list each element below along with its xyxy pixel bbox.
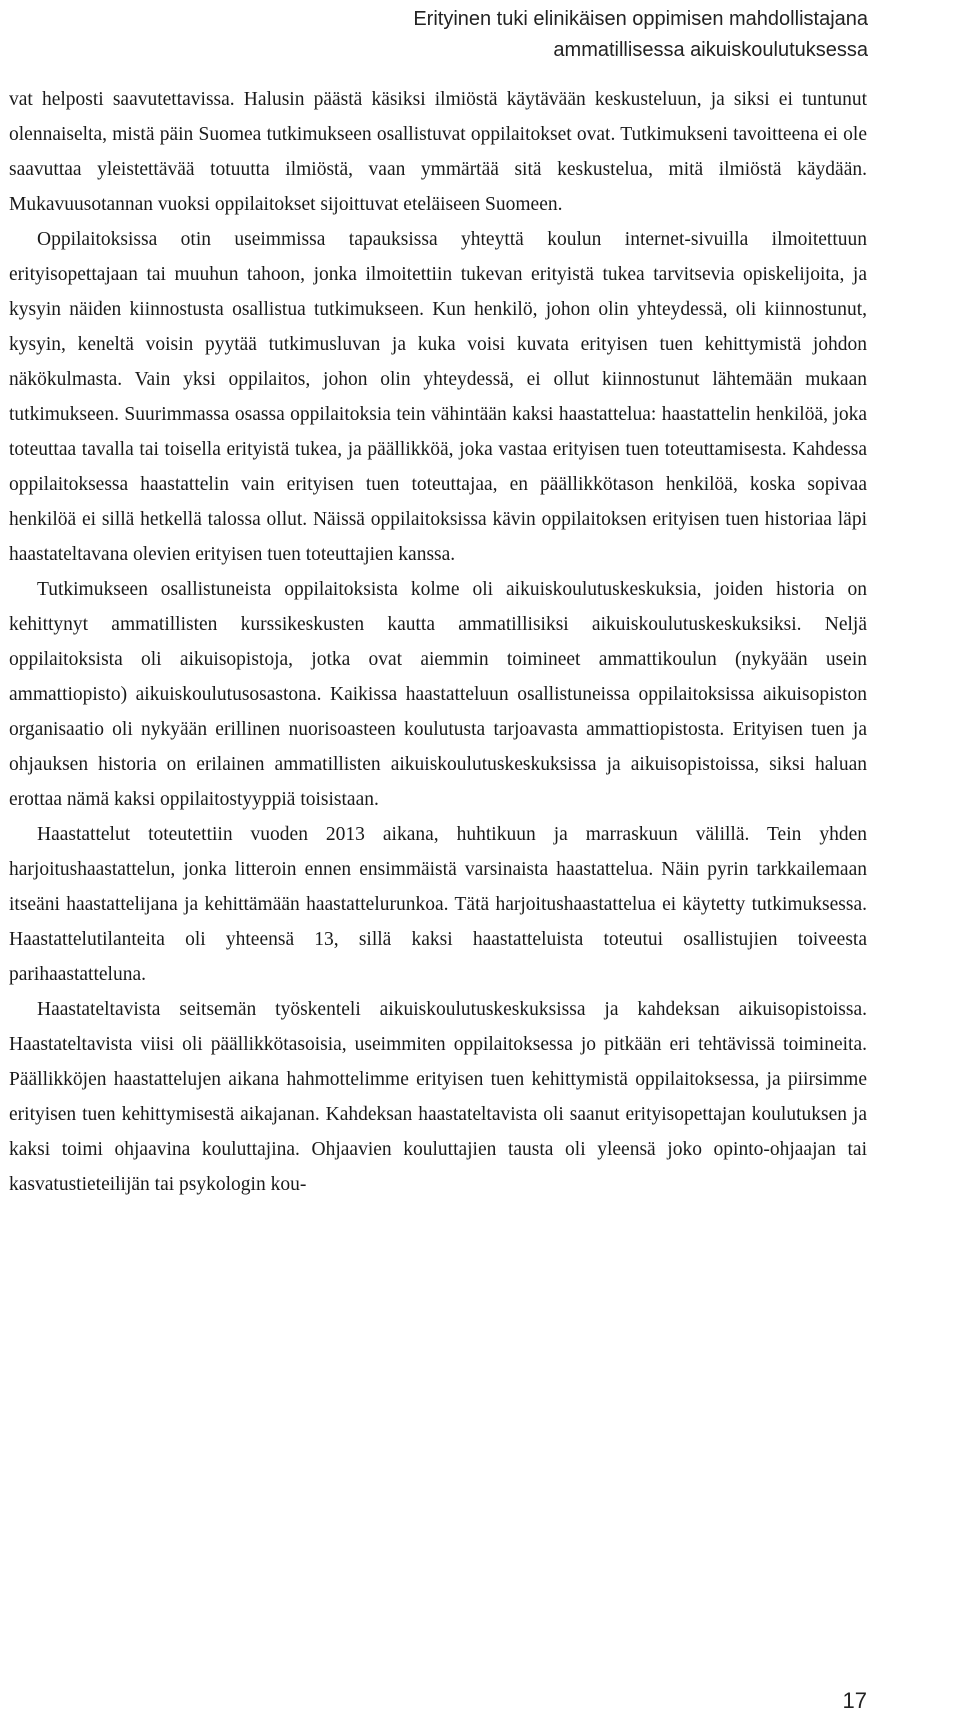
paragraph-2: Oppilaitoksissa otin useimmissa tapauksissa yhteyttä koulun internet-sivuilla ilmoitettuun erityisopettajaan tai muuhun tahoon, jonka ilmoitettiin tukevan erityistä tukea tarvitsevia opiskelijoita, ja kysyin näiden kiinnostusta osallistua tutkimukseen. Kun henkilö, johon olin yhteydessä, oli kiinnostunut, kysyin, keneltä voisin pyytää tutkimusluvan ja kuka voisi kuvata erityisen tuen kehittymistä johdon näkökulmasta. Vain yksi oppilaitos, johon olin yhteydessä, ei ollut kiinnostunut lähtemään mukaan tutkimukseen. Suurimmassa osassa oppilaitoksia tein vähintään kaksi haastattelua: haastattelin henkilöä, joka toteuttaa tavalla tai toisella erityistä tukea, ja päällikköä, joka vastaa erityisen tuen toteuttamisesta. Kahdessa oppilaitoksessa haastattelin vain erityisen tuen toteuttajaa, en päällikkötason henkilöä, koska sopivaa henkilöä ei sillä hetkellä talossa ollut. Näissä oppilaitoksissa kävin oppilaitoksen erityisen tuen historiaa läpi haastateltavana olevien erityisen tuen toteuttajien kanssa. [9,229,867,565]
running-header-line-2: ammatillisessa aikuiskoulutuksessa [553,39,868,61]
paragraph-3: Tutkimukseen osallistuneista oppilaitoksista kolme oli aikuiskoulutuskeskuksia, joiden historia on kehittynyt ammatillisten kurssikeskusten kautta ammatillisiksi aikuiskoulutuskeskuksiksi. Neljä oppilaitoksista oli aikuisopistoja, jotka ovat aiemmin toimineet ammattikoulun (nykyään usein ammattiopisto) aikuiskoulutusosastona. Kaikissa haastatteluun osallistuneissa oppilaitoksissa aikuisopiston organisaatio oli nykyään erillinen nuorisoasteen koulutusta tarjoavasta ammattiopistosta. Erityisen tuen ja ohjauksen historia on erilainen ammatillisten aikuiskoulutuskeskuksissa ja aikuisopistoissa, siksi haluan erottaa nämä kaksi oppilaitostyyppiä toisistaan. [9,579,867,810]
paragraph-5: Haastateltavista seitsemän työskenteli aikuiskoulutuskeskuksissa ja kahdeksan aikuisopistoissa. Haastateltavista viisi oli päällikkötasoisia, useimmiten oppilaitoksessa jo pitkään eri tehtävissä toimineita. Päällikköjen haastattelujen aikana hahmottelimme erityisen tuen kehittymistä oppilaitoksessa, ja piirsimme erityisen tuen kehittymisestä aikajanan. Kahdeksan haastateltavista oli saanut erityisopettajan koulutuksen ja kaksi toimi ohjaavina kouluttajina. Ohjaavien kouluttajien tausta oli yleensä joko opinto-ohjaajan tai kasvatustieteilijän tai psykologin kou- [9,999,867,1195]
page-number: 17 [842,1688,867,1713]
paragraph-1: vat helposti saavutettavissa. Halusin päästä käsiksi ilmiöstä käytävään keskusteluun, ja siksi ei tuntunut olennaiselta, mistä päin Suomea tutkimukseen osallistuvat oppilaitokset ovat. Tutkimukseni tavoitteena ei ole saavuttaa yleistettävää totuutta ilmiöstä, vaan ymmärtää sitä keskustelua, mitä ilmiöstä käydään. Mukavuusotannan vuoksi oppilaitokset sijoittuvat eteläiseen Suomeen. [9,89,867,215]
paragraph-4: Haastattelut toteutettiin vuoden 2013 aikana, huhtikuun ja marraskuun välillä. Tein yhden harjoitushaastattelun, jonka litteroin ennen ensimmäistä varsinaista haastattelua. Näin pyrin tarkkailemaan itseäni haastattelijana ja kehittämään haastattelurunkoa. Tätä harjoitushaastattelua ei käytetty tutkimuksessa. Haastattelutilanteita oli yhteensä 13, sillä kaksi haastatteluista toteutui osallistujien toiveesta parihaastatteluna. [9,824,867,985]
body-text [9,82,867,1202]
running-header-line-1: Erityinen tuki elinikäisen oppimisen mahdollistajana [413,8,868,30]
running-header [413,4,868,66]
